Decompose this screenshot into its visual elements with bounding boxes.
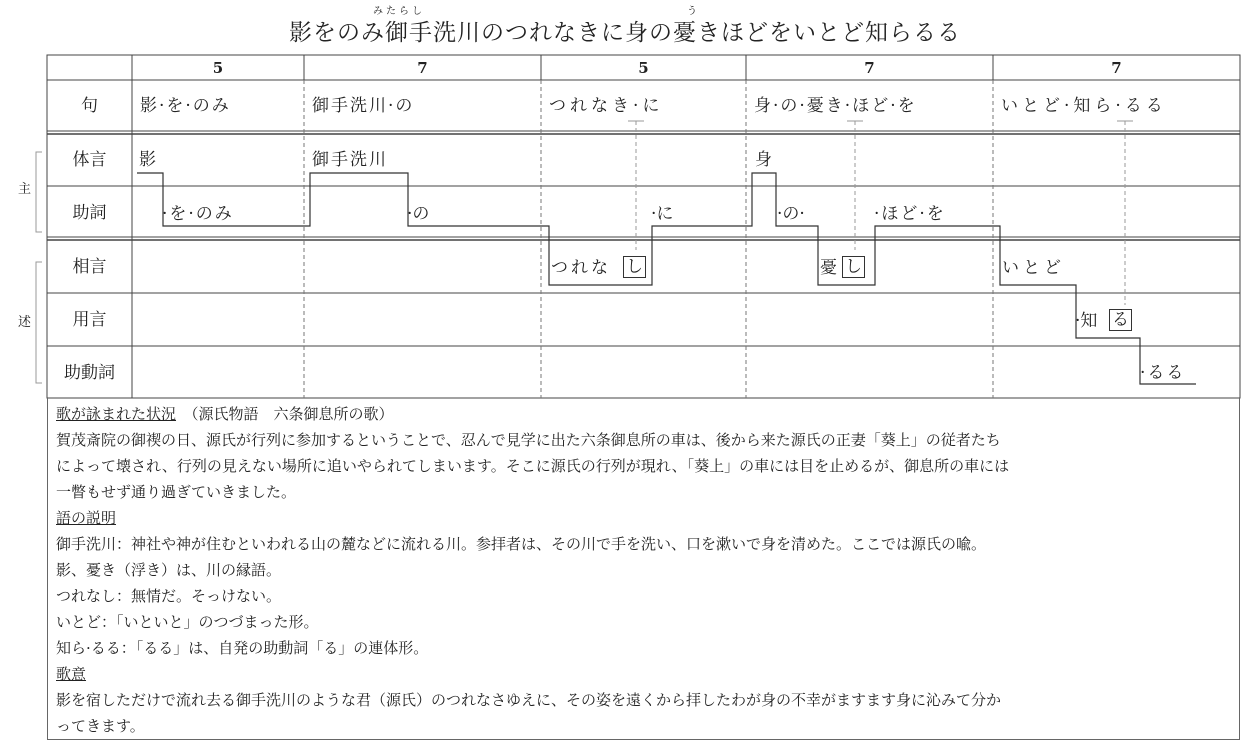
heading-situation-sub: （源氏物語 六条御息所の歌）	[191, 405, 394, 423]
syllable-count: 7	[864, 59, 875, 77]
situation-line: によって壊され、行列の見えない場所に追いやられてしまいます。そこに源氏の行列が現れ、「葵上」の車には目を止めるが、御息所の車には	[56, 457, 1010, 475]
word-u: 憂	[820, 258, 837, 278]
word-itodo: いとど	[1002, 258, 1065, 278]
row-label-ku: 句	[81, 96, 98, 116]
poem-text: 影をのみ御手洗川のつれなきに身の憂きほどをいとど知らるる	[289, 20, 961, 46]
phrase: つれなき·に	[549, 96, 664, 116]
ruby-u: う	[687, 6, 700, 17]
word-hodowo: ·ほど·を	[874, 204, 946, 224]
word-tsurena: つれな	[551, 258, 611, 278]
meaning-line: ってきます。	[56, 717, 145, 735]
heading-meaning: 歌意	[56, 665, 87, 683]
word-shi-boxed: し	[623, 256, 646, 278]
syllable-count: 7	[1111, 59, 1122, 77]
word-shi3: ·知	[1075, 311, 1098, 331]
word-no2: ·の·	[777, 204, 805, 224]
row-label-jodoushi: 助動詞	[64, 363, 115, 383]
side-label-subject: 主	[18, 182, 32, 197]
vocab-item: 御手洗川：神社や神が住むといわれる山の麓などに流れる川。参拝者は、その川で手を洗い、口を漱いで身を清めた。ここでは源氏の喩。	[56, 535, 987, 553]
word-ni: ·に	[651, 204, 674, 224]
vocab-item: いとど：「いといと」のつづまった形。	[56, 613, 319, 631]
vocab-item: 知ら·るる：「るる」は、自発の助動詞「る」の連体形。	[56, 639, 429, 657]
row-label-joshi: 助詞	[72, 203, 107, 223]
syllable-count: 5	[212, 59, 224, 77]
situation-line: 一瞥もせず通り過ぎていきました。	[56, 483, 297, 501]
word-wonomi: ·を·のみ	[162, 204, 234, 224]
word-shi2-boxed: し	[842, 256, 865, 278]
word-mi: 身	[755, 150, 772, 170]
situation-line: 賀茂斎院の御禊の日、源氏が行列に参加するということで、忍んで見学に出た六条御息所の車は、後から来た源氏の正妻「葵上」の従者たち	[56, 431, 1001, 449]
heading-situation: 歌が詠まれた状況	[56, 405, 177, 423]
word-no: ·の	[407, 204, 430, 224]
row-label-yougen: 用言	[72, 310, 107, 330]
row-label-taigen: 体言	[72, 150, 107, 170]
vocab-item: 影、憂き（浮き）は、川の縁語。	[56, 561, 282, 579]
syllable-count: 7	[417, 59, 428, 77]
syllable-count: 5	[638, 59, 649, 77]
word-mitarashi: 御手洗川	[312, 150, 388, 170]
notes-box	[47, 398, 1240, 740]
word-kage: 影	[139, 150, 156, 170]
phrase: 御手洗川·の	[312, 96, 415, 116]
word-ruru: ·るる	[1140, 363, 1186, 383]
phrase: 影·を·のみ	[140, 96, 231, 116]
phrase: 身·の·憂き·ほど·を	[754, 96, 917, 116]
side-label-predicate: 述	[18, 315, 32, 330]
meaning-line: 影を宿しただけで流れ去る御手洗川のような君（源氏）のつれなさゆえに、その姿を遠くから拝したわが身の不幸がますます身に沁みて分か	[56, 691, 1002, 709]
heading-vocab: 語の説明	[56, 509, 117, 527]
ruby-mitarashi: みたらし	[373, 6, 425, 17]
word-ru-boxed: る	[1109, 309, 1132, 331]
phrase: いとど·知ら·るる	[1001, 96, 1167, 116]
row-label-sougen: 相言	[72, 257, 107, 277]
vocab-item: つれなし：無情だ。そっけない。	[56, 587, 282, 605]
